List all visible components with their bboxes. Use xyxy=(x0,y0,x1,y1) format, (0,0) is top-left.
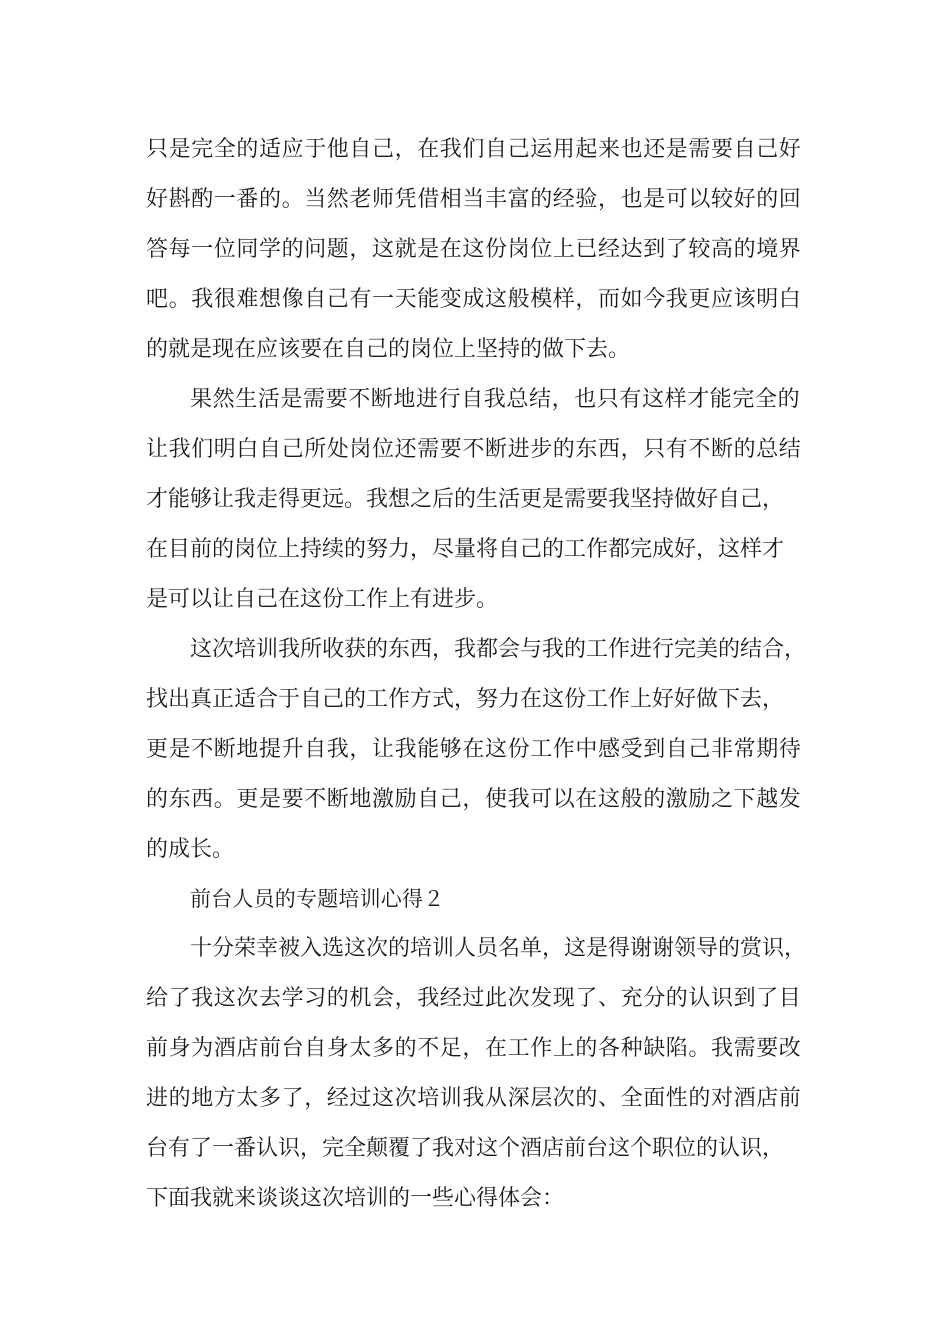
paragraph-line: 的成长。 xyxy=(146,837,235,862)
paragraph-line: 答每一位同学的问题，这就是在这份岗位上已经达到了较高的境界 xyxy=(146,237,802,262)
paragraph-line: 在目前的岗位上持续的努力，尽量将自己的工作都完成好，这样才 xyxy=(146,537,785,562)
paragraph-line: 更是不断地提升自我，让我能够在这份工作中感受到自己非常期待 xyxy=(146,737,802,762)
paragraph-line: 只是完全的适应于他自己，在我们自己运用起来也还是需要自己好 xyxy=(146,137,802,162)
paragraph-line: 前身为酒店前台自身太多的不足，在工作上的各种缺陷。我需要改 xyxy=(146,1036,802,1061)
paragraph-line: 这次培训我所收获的东西，我都会与我的工作进行完美的结合， xyxy=(190,637,807,662)
paragraph-line: 让我们明白自己所处岗位还需要不断进步的东西，只有不断的总结 xyxy=(146,437,802,462)
paragraph-line: 的东西。更是要不断地激励自己，使我可以在这般的激励之下越发 xyxy=(146,787,802,812)
paragraph-line: 十分荣幸被入选这次的培训人员名单，这是得谢谢领导的赏识， xyxy=(190,936,807,961)
paragraph-line: 的就是现在应该要在自己的岗位上坚持的做下去。 xyxy=(146,337,631,362)
paragraph-line: 是可以让自己在这份工作上有进步。 xyxy=(146,587,499,612)
paragraph-line: 果然生活是需要不断地进行自我总结，也只有这样才能完全的 xyxy=(190,387,801,412)
paragraph-line: 吧。我很难想像自己有一天能变成这般模样，而如今我更应该明白 xyxy=(146,287,802,312)
paragraph-line: 给了我这次去学习的机会，我经过此次发现了、充分的认识到了目 xyxy=(146,986,802,1011)
paragraph-line: 台有了一番认识，完全颠覆了我对这个酒店前台这个职位的认识， xyxy=(146,1136,785,1161)
paragraph-line: 下面我就来谈谈这次培训的一些心得体会： xyxy=(146,1186,565,1211)
paragraph-line: 找出真正适合于自己的工作方式，努力在这份工作上好好做下去， xyxy=(146,687,785,712)
section-heading: 前台人员的专题培训心得２ xyxy=(190,887,445,911)
paragraph-line: 进的地方太多了，经过这次培训我从深层次的、全面性的对酒店前 xyxy=(146,1086,802,1111)
paragraph-line: 好斟酌一番的。当然老师凭借相当丰富的经验，也是可以较好的回 xyxy=(146,187,802,212)
paragraph-line: 才能够让我走得更远。我想之后的生活更是需要我坚持做好自己， xyxy=(146,487,785,512)
